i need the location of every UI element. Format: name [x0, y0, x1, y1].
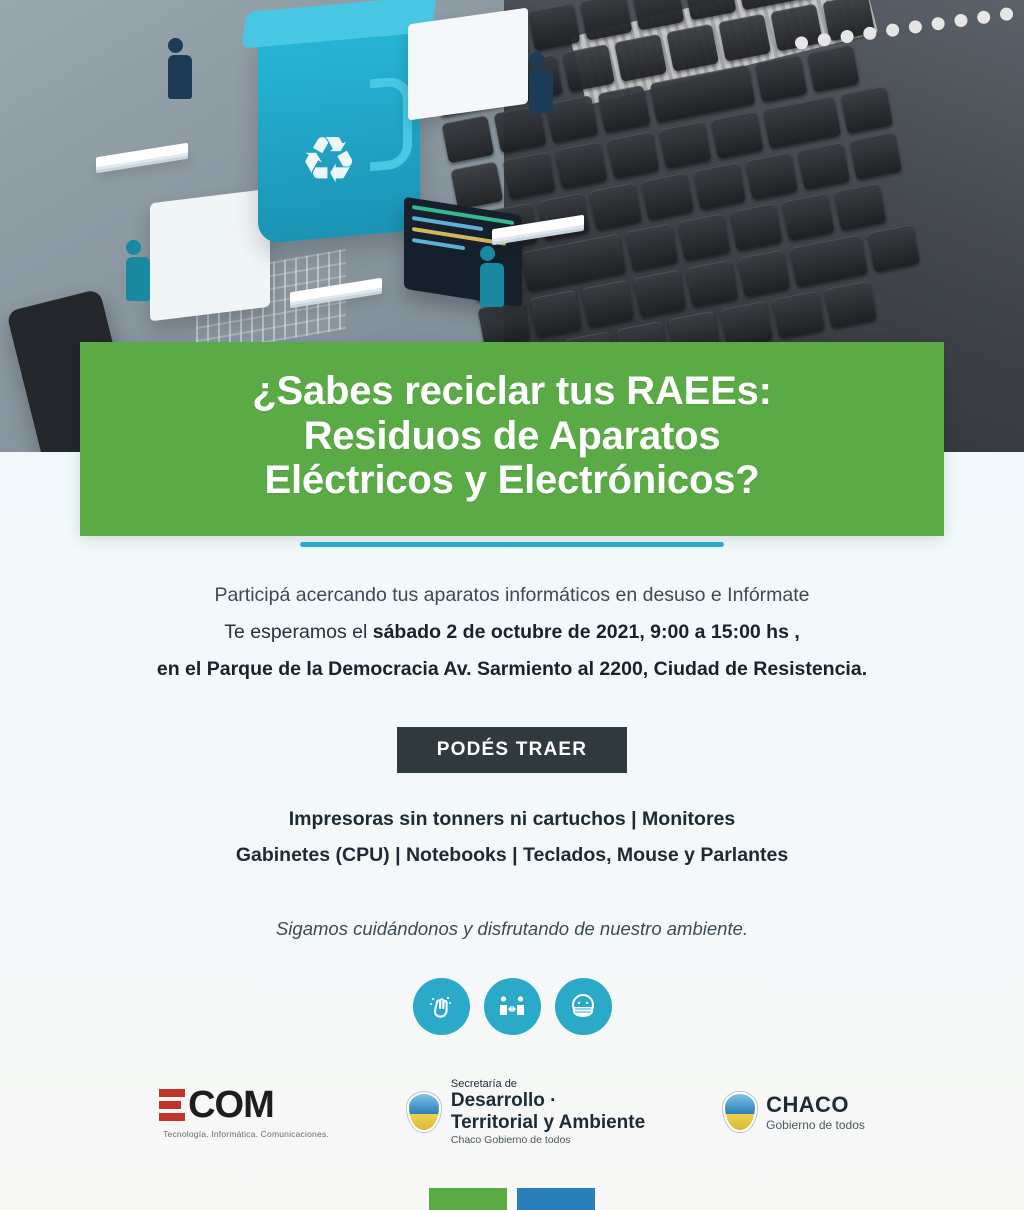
argentina-shield-icon [407, 1092, 441, 1132]
led-dot [862, 26, 877, 41]
keyboard-key [686, 259, 739, 307]
keyboard-key [666, 24, 719, 72]
secretaria-text [451, 1078, 645, 1147]
keyboard-key [730, 203, 783, 251]
title-banner [80, 342, 944, 536]
event-datetime-prefix: Te esperamos el [224, 621, 373, 643]
keyboard-key [598, 85, 651, 133]
chaco-line-2: Gobierno de todos [766, 1118, 865, 1133]
keyboard-key [745, 152, 798, 200]
keyboard-key [442, 115, 495, 163]
figure-head [480, 246, 495, 261]
person-figure [480, 246, 504, 307]
event-datetime-value: sábado 2 de octubre de 2021, 9:00 a 15:00 hs , [372, 621, 800, 643]
keyboard-key [614, 34, 667, 82]
secretaria-line-2: Desarrollo · [450, 1090, 557, 1112]
figure-body [126, 257, 150, 301]
keyboard-key [641, 172, 694, 220]
title-line-3: Eléctricos y Electrónicos? [264, 458, 760, 503]
keyboard-key [528, 3, 581, 51]
info-panel-graphic [150, 189, 270, 322]
secretaria-line-4: Chaco Gobierno de todos [450, 1133, 571, 1146]
led-dot [840, 29, 855, 44]
keyboard-key [834, 183, 887, 231]
keyboard-key [546, 95, 599, 143]
podes-traer-button[interactable]: PODÉS TRAER [397, 727, 627, 773]
keyboard-key [503, 151, 556, 199]
led-dot [908, 20, 923, 35]
page-title [252, 369, 771, 503]
chaco-shield-icon [723, 1092, 757, 1132]
keyboard-key [582, 280, 635, 328]
keyboard-key [782, 193, 835, 241]
list-item: Gabinetes (CPU) | Notebooks | Teclados, Mouse y Parlantes [235, 844, 789, 866]
accepted-items-list [0, 808, 1024, 880]
chaco-text [766, 1092, 865, 1132]
ecom-bar [159, 1101, 181, 1109]
monitor-graphic [408, 8, 528, 121]
keyboard-key [632, 0, 685, 31]
face-mask-icon [555, 978, 612, 1035]
keyboard-key [451, 161, 504, 209]
keyboard-key [555, 141, 608, 189]
event-datetime [0, 621, 1024, 644]
keyboard-key [634, 270, 687, 318]
footer-bar-blue [517, 1188, 595, 1210]
person-figure [529, 52, 553, 113]
figure-head [529, 52, 544, 67]
laptop-screen-graphic [404, 197, 522, 308]
secretaria-line-1: Secretaría de [450, 1078, 517, 1090]
led-dot [976, 10, 991, 25]
led-dot [817, 32, 832, 47]
keyboard-key [678, 213, 731, 261]
footer-bar-green [429, 1188, 507, 1210]
keyboard-key [824, 280, 877, 328]
ecom-logo-row [159, 1083, 274, 1126]
person-figure [168, 38, 192, 99]
secretaria-logo [407, 1078, 645, 1147]
keyboard-key [589, 182, 642, 230]
event-location: en el Parque de la Democracia Av. Sarmiento al 2200, Ciudad de Resistencia. [156, 658, 868, 680]
secretaria-line-3: Territorial y Ambiente [450, 1111, 646, 1133]
keyboard-key [797, 142, 850, 190]
keyboard-key [807, 44, 860, 92]
keyboard-key [738, 249, 791, 297]
lead-paragraph: Participá acercando tus aparatos informáticos en desuso e Infórmate [214, 584, 810, 606]
list-item: Impresoras sin tonners ni cartuchos | Monitores [288, 808, 736, 830]
keyboard-key [718, 14, 771, 62]
led-dot [931, 16, 946, 31]
accent-divider [300, 542, 724, 547]
keyboard-key [772, 291, 825, 339]
keyboard-key [477, 300, 530, 348]
ecom-wordmark: COM [188, 1083, 274, 1126]
bin-handle [370, 76, 412, 172]
keyboard-key [790, 234, 868, 287]
keyboard-key [755, 54, 808, 102]
ecom-logo [159, 1083, 329, 1139]
led-dot [794, 36, 809, 51]
title-line-2: Residuos de Aparatos [303, 413, 721, 458]
keyboard-key [580, 0, 633, 41]
keyboard-key [626, 223, 679, 271]
keyboard-key [659, 121, 712, 169]
figure-body [480, 263, 504, 307]
logo-row [0, 1078, 1024, 1147]
person-figure [126, 240, 150, 301]
keyboard-key [867, 224, 920, 272]
recycle-icon: ♻ [300, 124, 358, 196]
chaco-line-1: CHACO [766, 1092, 849, 1118]
led-dot [999, 7, 1014, 22]
body-text-block [0, 584, 1024, 681]
led-dot [885, 23, 900, 38]
ecom-tagline: Tecnología. Informática. Comunicaciones. [163, 1128, 329, 1139]
social-distance-icon [484, 978, 541, 1035]
footer-color-bars [0, 1188, 1024, 1210]
led-dot [954, 13, 969, 28]
keyboard-key [607, 131, 660, 179]
figure-body [529, 69, 553, 113]
figure-head [168, 38, 183, 53]
code-line [412, 238, 465, 250]
figure-head [126, 240, 141, 255]
keyboard-key [562, 44, 615, 92]
ecom-bar [159, 1113, 185, 1121]
ecom-bar [159, 1089, 185, 1097]
title-line-1: ¿Sabes reciclar tus RAEEs: [252, 368, 772, 413]
figure-body [168, 55, 192, 99]
ecom-bars-icon [159, 1089, 185, 1121]
chaco-logo [723, 1092, 865, 1132]
hand-washing-icon [413, 978, 470, 1035]
keyboard-key [763, 96, 841, 149]
closing-message: Sigamos cuidándonos y disfrutando de nuestro ambiente. [275, 918, 749, 939]
health-protocol-icons [0, 978, 1024, 1035]
keyboard-key [693, 162, 746, 210]
keyboard-key [684, 0, 737, 21]
keyboard-key [529, 290, 582, 338]
keyboard-key [840, 86, 893, 134]
keyboard-key [711, 111, 764, 159]
keyboard-key [849, 132, 902, 180]
